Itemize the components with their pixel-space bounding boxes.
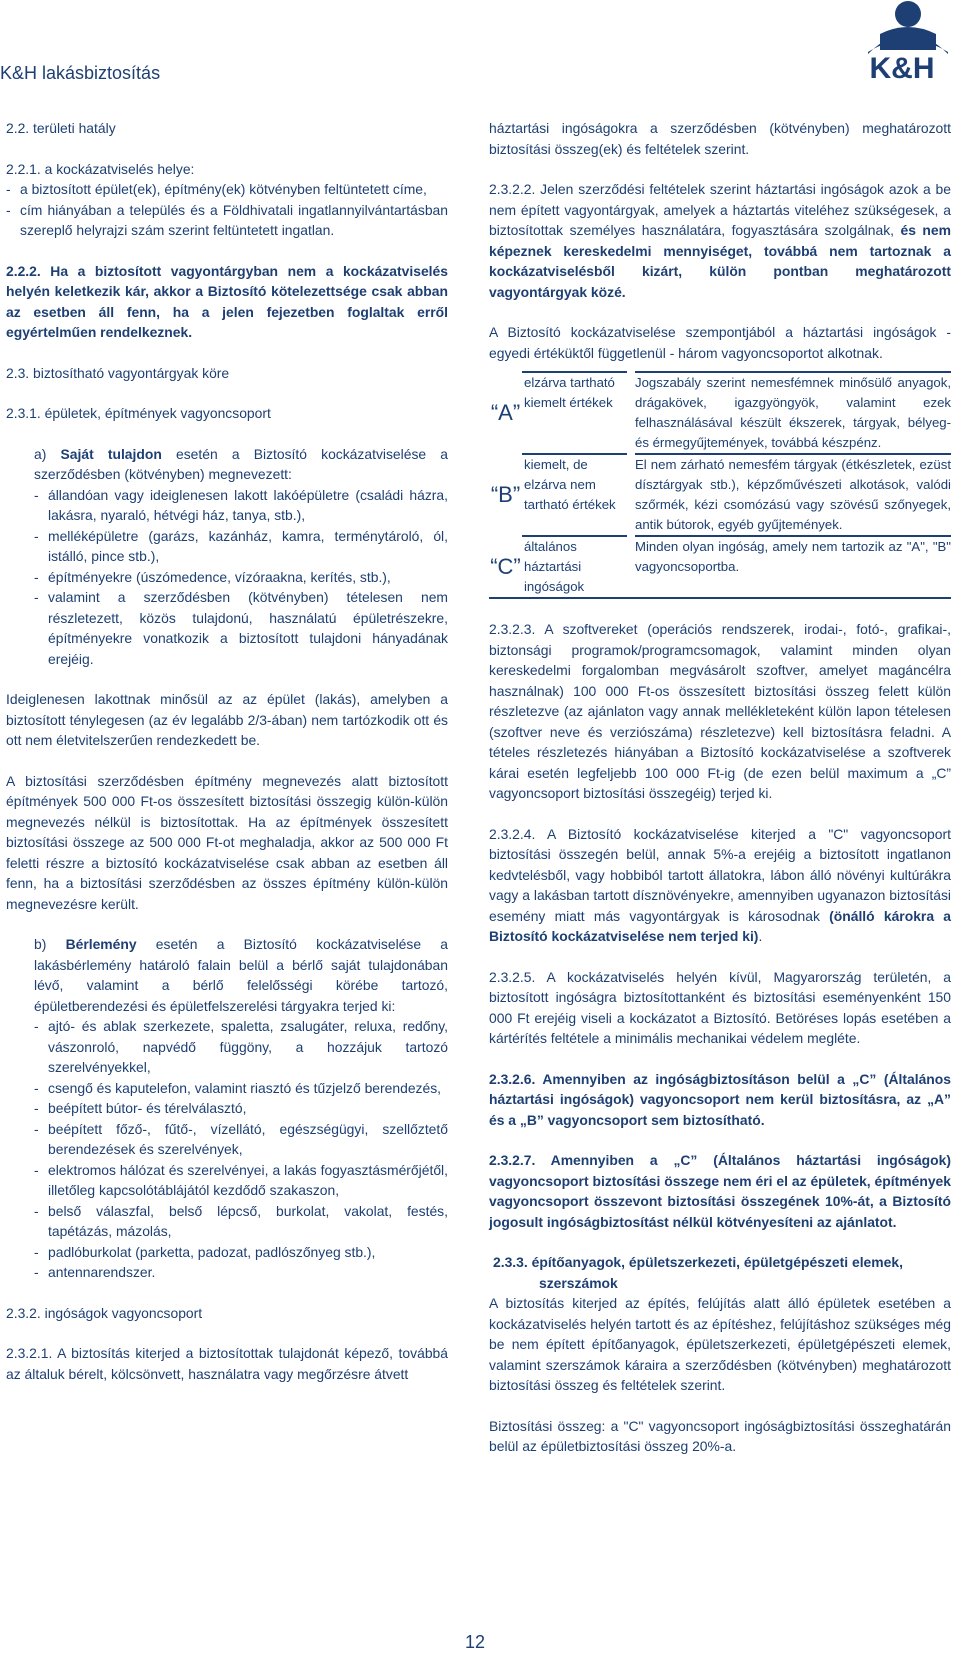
item-a-text: esetén a Biztosító kockázatviselése a szerződésben (kötvényben) megnevezett: [34, 445, 448, 482]
list-item: - cím hiányában a település és a Földhivatali ingatlannyilvántartásban szereplő helyrajzi szám szerint feltüntetett ingatlan. [6, 200, 448, 241]
item-a-label: a) [34, 445, 47, 462]
item-b-list [34, 1016, 448, 1283]
item-b-label: b) [34, 936, 47, 952]
list-item: - ajtó- és ablak szerkezete, spaletta, zsalugáter, reluxa, redőny, vászonroló, napvédő függöny, a hozzájuk tartozó szerelvényekkel, [34, 1016, 448, 1078]
list-item: - elektromos hálózat és szerelvényei, a lakás fogyasztásmérőjétől, illetőleg kapcsolótáblájától kezdődő szakaszon, [34, 1160, 448, 1201]
list-item: - állandóan vagy ideiglenesen lakott lakóépületre (családi házra, lakásra, nyaraló, hétvégi ház, tanya, stb.), [34, 485, 448, 526]
left-column [6, 118, 448, 1384]
item-a-list [34, 485, 448, 670]
sum-insured-paragraph: Biztosítási összeg: a "C" vagyoncsoport ingóságbiztosítási összeghatárán belül az épületbiztosítási összeg 20%-a. [489, 1417, 951, 1454]
asset-groups-table [489, 371, 951, 599]
item-b-bold: Bérlemény [65, 936, 137, 952]
item-b [6, 934, 448, 1283]
section-2-2-2-text: 2.2.2. Ha a biztosított vagyontárgyban nem a kockázatviselés helyén keletkezik kár, akkor a Biztosító kötelezettsége csak abban az esetben áll fenn, ha a jelen fejezetben foglaltak erről egyértelműen rendelkeznek. [6, 262, 448, 340]
section-2-2-heading: 2.2. területi hatály [6, 120, 116, 136]
list-item: - belső válaszfal, belső lépcső, burkolat, vakolat, festés, tapétázás, mázolás, [34, 1201, 448, 1242]
group-desc: El nem zárható nemesfém tárgyak (étkészletek, ezüst dísztárgyak stb.), képzőművészeti alkotások, valódi szőrmék, kézi csomózású vagy szövésű szőnyegek, antik bútorok, egyéb gyűjtemények. [635, 454, 951, 536]
continued-paragraph: háztartási ingóságokra a szerződésben (kötvényben) meghatározott biztosítási összeg(ek) és feltételek szerint. [489, 120, 951, 157]
kh-logo [850, 0, 954, 84]
list-item: - beépített főző-, fűtő-, vízellátó, egészségügyi, szellőztető berendezések és szerelvények, [34, 1119, 448, 1160]
group-letter: “C” [490, 553, 521, 579]
group-letter: “B” [490, 482, 521, 507]
list-item: - padlóburkolat (parketta, padozat, padlószőnyeg stb.), [34, 1242, 448, 1263]
structures-paragraph: A biztosítási szerződésben építmény megnevezés alatt biztosított építmények 500 000 Ft-os összesített biztosítási összegig külön-külön megnevezés nélkül is biztosítottak. Ha az építmények összesített biztosítási összege az 500 000 Ft-ot meghaladja, akkor az 500 000 Ft feletti részre a biztosító kockázatviselése csak abban az esetben áll fenn, ha a biztosítási szerződésben az összes építmény külön-külön megnevezésre került. [6, 772, 448, 912]
group-name: elzárva tartható kiemelt értékek [522, 372, 627, 454]
section-2-3-2-3-text: 2.3.2.3. A szoftvereket (operációs rendszerek, irodai-, fotó-, grafikai-, biztonsági programok/programcsomagok, valamint minden olyan kereskedelmi forgalomban megvásárolt szoftver, amelyet magáncélra használnak) 100 000 Ft-os összesített biztosítási összeg felett külön részletezve (az ajánlaton vagy annak mellékleteként külön lapon tételesen (szoftver neve és verziószáma) részletezve) kell biztosításra feladni. A tételes részletezés hiányában a Biztosító kockázatviselése a szoftverek kárai esetén legfeljebb 100 000 Ft-ig (de ezen belül maximum a „C” vagyoncsoport biztosítási összegéig) terjed ki. [489, 621, 951, 801]
item-a-bold: Saját tulajdon [60, 445, 162, 462]
item-a [6, 444, 448, 670]
group-desc: Minden olyan ingóság, amely nem tartozik az "A", "B" vagyoncsoportba. [635, 536, 951, 598]
group-letter: “A” [490, 400, 521, 425]
section-2-3-heading: 2.3. biztosítható vagyontárgyak köre [6, 364, 230, 381]
table-row [489, 372, 951, 454]
list-item: - építményekre (úszómedence, vízóraakna, kerítés, stb.), [34, 567, 448, 588]
item-b-text: esetén a Biztosító kockázatviselése a lakásbérlemény határoló falain belül a bérlő saját tulajdonában lévő, valamint a bérlő felelősségi körébe tartozó, épületberendezési és épületfelszerelési tárgyakra terjed ki: [34, 936, 448, 1014]
list-item: - csengő és kaputelefon, valamint riasztó és tűzjelző berendezés, [34, 1078, 448, 1099]
list-item: - antennarendszer. [34, 1262, 448, 1283]
group-name: kiemelt, de elzárva nem tartható értékek [522, 454, 627, 536]
list-item: - a biztosított épület(ek), építmény(ek) kötvényben feltüntetett címe, [6, 179, 448, 200]
page-number: 12 [465, 1632, 486, 1652]
section-2-3-1-heading: 2.3.1. épületek, építmények vagyoncsoport [6, 405, 271, 421]
group-name: általános háztartási ingóságok [522, 536, 627, 598]
section-2-3-2-2-text: 2.3.2.2. Jelen szerződési feltételek szerint háztartási ingóságok azok a be nem épített vagyontárgyak, amelyek a háztartás viteléhez szükségesek, a biztosítottak személyes használatára, fogyasztására szolgálnak, és nem képeznek kereskedelmi mennyiséget, továbbá nem tartoznak a kockázatviselésből kizárt, külön pontban meghatározott vagyontárgyak közé. [489, 181, 951, 300]
temporary-occupancy-paragraph: Ideiglenesen lakottnak minősül az az épület (lakás), amelyben a biztosított ténylegesen (az év legalább 2/3-ában) nem tartózkodik ott és ott nem életvitelszerűen rendezkedett be. [6, 691, 448, 748]
section-2-3-2-1-text: 2.3.2.1. A biztosítás kiterjed a biztosítottak tulajdonát képező, továbbá az általuk bérelt, kölcsönvett, használatra vagy megőrzésre átvett [6, 1345, 448, 1382]
list-item: - valamint a szerződésben (kötvényben) tételesen nem részletezett, közös tulajdonú, használatú épületrészekre, építményekre vonatkozik a biztosított tulajdoni hányadának erejéig. [34, 587, 448, 669]
section-2-2-1-intro: 2.2.1. a kockázatviselés helye: [6, 160, 195, 177]
section-2-3-2-heading: 2.3.2. ingóságok vagyoncsoport [6, 1304, 203, 1321]
table-row [489, 536, 951, 598]
section-2-3-3-text: A biztosítás kiterjed az építés, felújítás alatt álló épületek esetében a kockázatviselés helyén tartott és az építéshez, felújításhoz szükséges még be nem épített építőanyagok, épületszerkezeti, épületgépészeti elemek, valamint szerszámok káraira a szerződésben (kötvényben) meghatározott biztosítási összeg és feltételek szerint. [489, 1295, 951, 1393]
list-item: - beépített bútor- és térelválasztó, [34, 1098, 448, 1119]
three-groups-paragraph: A Biztosító kockázatviselése szempontjából a háztartási ingóságok - egyedi értéküktől függetlenül - három vagyoncsoportot alkotnak. [489, 324, 951, 361]
section-2-3-2-4-text: 2.3.2.4. A Biztosító kockázatviselése kiterjed a "C" vagyoncsoport biztosítási összegén belül, annak 5%-a erejéig a biztosított ingatlanon kedvtelésből, vagy hobbiból tartott állatokra, lábon álló növényi kultúrákra vagy a lakásban tartott dísznövényekre, amennyiben ugyanazon biztosítási esemény miatt más vagyontárgyak is károsodnak (önálló károkra a Biztosító kockázatviselése nem terjed ki). [489, 825, 951, 944]
section-2-3-2-5-text: 2.3.2.5. A kockázatviselés helyén kívül, Magyarország területén, a biztosított ingóságra biztosítottanként és biztosítási eseményenként 150 000 Ft erejéig viseli a kockázatot a Biztosító. Betöréses lopás esetében a kártérítés feltétele a minimális mechanikai védelem megléte. [489, 968, 951, 1046]
table-row [489, 454, 951, 536]
document-title: K&H lakásbiztosítás [0, 63, 161, 83]
list-item: - melléképületre (garázs, kazánház, kamra, terménytároló, ól, istálló, pince stb.), [34, 526, 448, 567]
right-column [489, 118, 951, 1457]
group-desc: Jogszabály szerint nemesfémnek minősülő anyagok, drágakövek, igazgyöngyök, valamint ezek felhasználásával készült ékszerek, tárgyak, bélyeg- és érmegyűjtemények, továbbá készpénz. [635, 372, 951, 454]
section-2-3-2-7-text: 2.3.2.7. Amennyiben a „C” (Általános háztartási ingóságok) vagyoncsoport biztosítási összege nem éri el az épületek, építmények vagyoncsoport összevont biztosítási összegének 10%-át, a Biztosító jogosult ingóságbiztosítást nélkül kötvényesíteni az ajánlatot. [489, 1152, 951, 1230]
section-2-3-2-6-text: 2.3.2.6. Amennyiben az ingóságbiztosításon belül a „C” (Általános háztartási ingóságok) vagyoncsoport nem kerül biztosításra, az „A” és a „B” vagyoncsoport sem biztosítható. [489, 1070, 951, 1128]
section-2-3-3-heading: 2.3.3. építőanyagok, épületszerkezeti, épületgépészeti elemek, szerszámok [493, 1254, 903, 1291]
location-list [6, 179, 448, 241]
logo-text: K&H [869, 52, 935, 84]
